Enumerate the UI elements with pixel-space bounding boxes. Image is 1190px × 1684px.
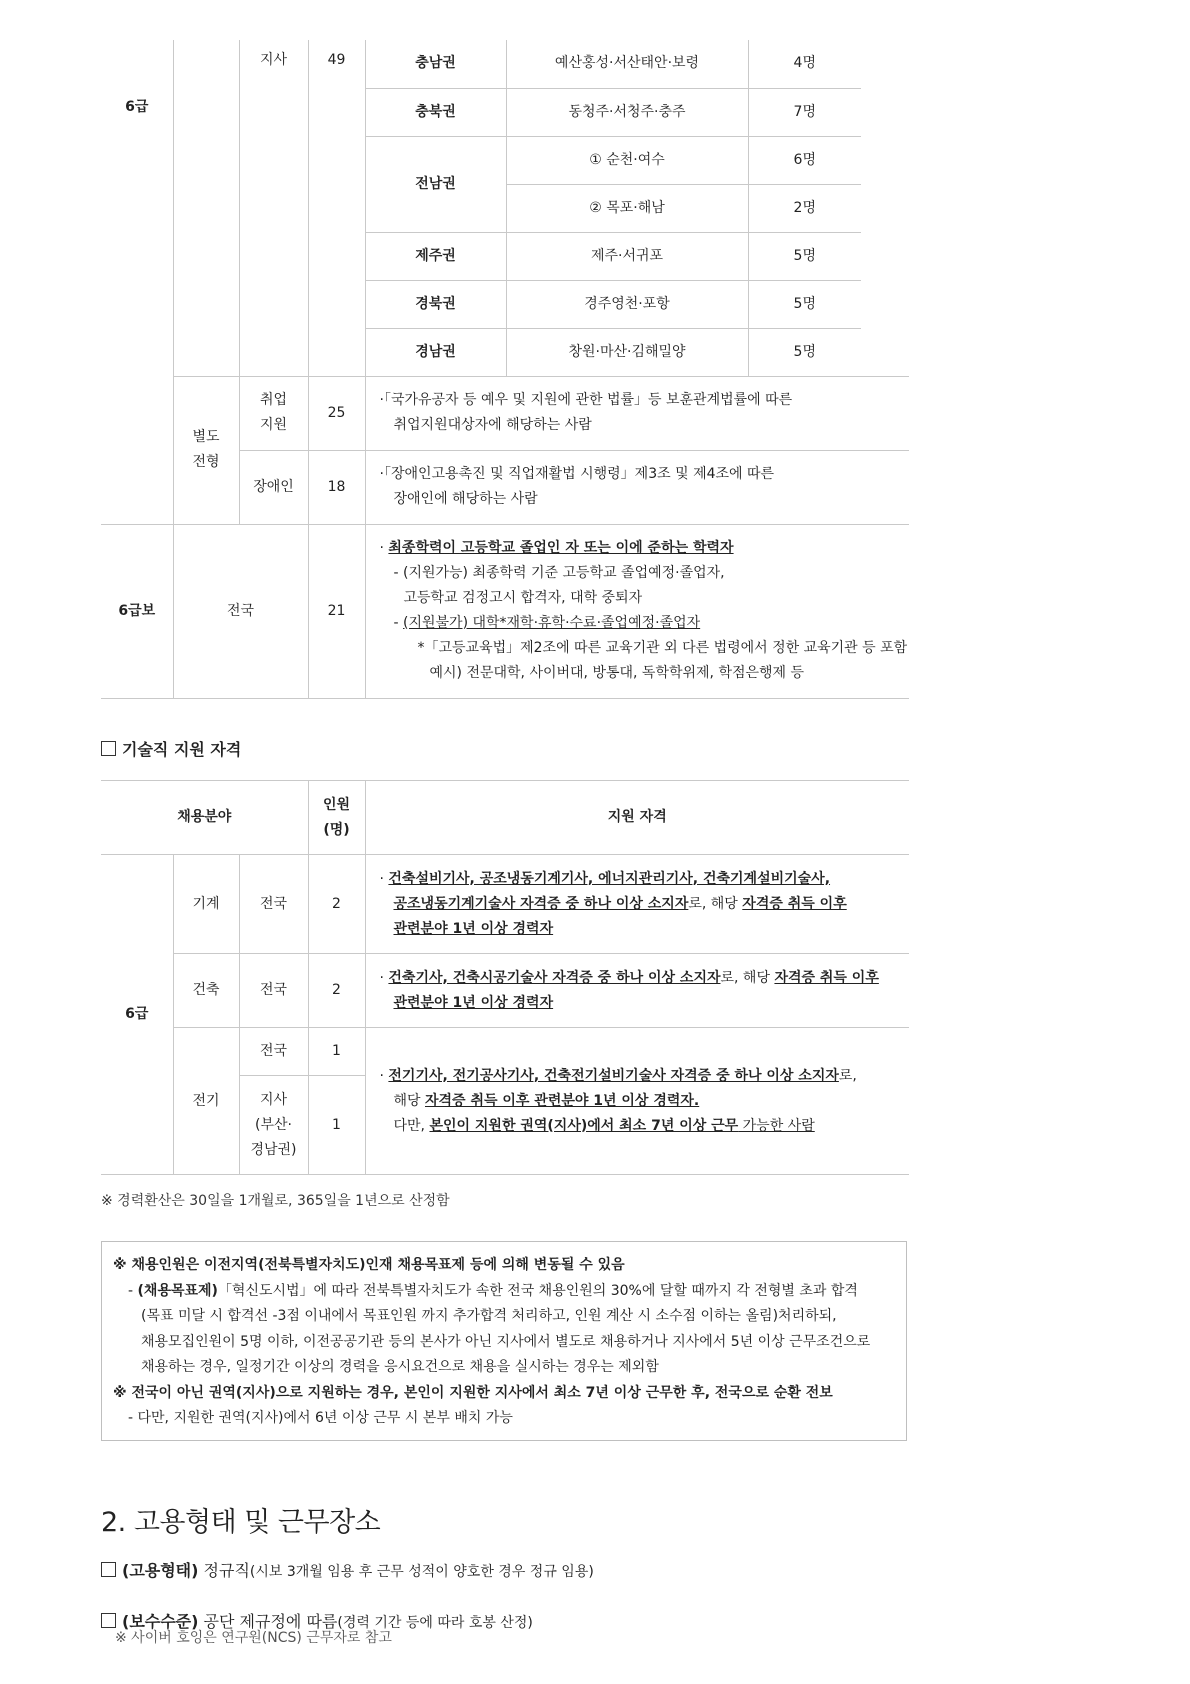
region-name: 경북권 bbox=[365, 280, 506, 328]
region-area: 창원·마산·김해밀양 bbox=[506, 328, 748, 376]
region-area: ② 목포·해남 bbox=[506, 184, 748, 232]
section-2-title: 2. 고용형태 및 근무장소 bbox=[101, 1507, 381, 1538]
checkbox-square-icon bbox=[101, 1613, 116, 1628]
tech-qualification-table bbox=[101, 780, 909, 1175]
region-area: ① 순천·여수 bbox=[506, 136, 748, 184]
disabled-desc: ·「장애인고용촉진 및 직업재활법 시행령」제3조 및 제4조에 따른 장애인에 해당하는 사람 bbox=[365, 450, 909, 524]
grade-6b-desc: · 최종학력이 고등학교 졸업인 자 또는 이에 준하는 학력자 - (지원가능) 최종학력 기준 고등학교 졸업예정·졸업자, 고등학교 검정고시 합격자, 대학 중퇴자 - (지원불가) 대학*재학·휴학·수료·졸업예정·졸업자 *「고등교육법」제2조에 따른 교육기관 외 다른 법령에서 정한 교육기관 등 포함 예시) 전문대학, 사이버대, 방통대, 독학학위제, 학점은행제 등 bbox=[365, 524, 909, 698]
recruitment-quota-table bbox=[101, 40, 909, 699]
region-name: 경남권 bbox=[365, 328, 506, 376]
field-elec: 전기 bbox=[173, 1028, 239, 1175]
notice-line: ※ 채용인원은 이전지역(전북특별자치도)인재 채용목표제 등에 의해 변동될 수 있음 bbox=[113, 1257, 625, 1273]
count-elec-1: 1 bbox=[308, 1028, 365, 1076]
region-name: 충북권 bbox=[365, 88, 506, 136]
field-arch: 건축 bbox=[173, 954, 239, 1028]
employment-support-desc: ·「국가유공자 등 예우 및 지원에 관한 법률」등 보훈관계법률에 따른 취업지원대상자에 해당하는 사람 bbox=[365, 376, 909, 450]
region-count: 7명 bbox=[748, 88, 861, 136]
region-area: 경주영천·포항 bbox=[506, 280, 748, 328]
count-arch: 2 bbox=[308, 954, 365, 1028]
employment-support-label: 취업 지원 bbox=[239, 376, 308, 450]
tech-qualification-heading: 기술직 지원 자격 bbox=[101, 737, 241, 760]
region-mech: 전국 bbox=[239, 855, 308, 954]
count-elec-2: 1 bbox=[308, 1076, 365, 1175]
region-area: 예산홍성·서산태안·보령 bbox=[506, 40, 748, 88]
region-count: 5명 bbox=[748, 328, 861, 376]
qual-elec: · 전기기사, 전기공사기사, 건축전기설비기술사 자격증 중 하나 이상 소지자로, 해당 자격증 취득 이후 관련분야 1년 이상 경력자. 다만, 본인이 지원한 권역(지사)에서 최소 7년 이상 근무 가능한 사람 bbox=[365, 1028, 909, 1175]
region-elec-1: 전국 bbox=[239, 1028, 308, 1076]
disabled-count: 18 bbox=[308, 450, 365, 524]
region-count: 5명 bbox=[748, 232, 861, 280]
qual-mech: · 건축설비기사, 공조냉동기계기사, 에너지관리기사, 건축기계설비기술사, 공조냉동기계기술사 자격증 중 하나 이상 소지자로, 해당 자격증 취득 이후 관련분야 1년 이상 경력자 bbox=[365, 855, 909, 954]
employment-type: (고용형태) 정규직(시보 3개월 임용 후 근무 성적이 양호한 경우 정규 임용) bbox=[101, 1558, 594, 1581]
special-track-cell: 별도 전형 bbox=[173, 376, 239, 524]
disabled-label: 장애인 bbox=[239, 450, 308, 524]
notice-line: 채용모집인원이 5명 이하, 이전공공기관 등의 본사가 아닌 지사에서 별도로 채용하거나 지사에서 5년 이상 근무조건으로 bbox=[141, 1333, 871, 1350]
region-arch: 전국 bbox=[239, 954, 308, 1028]
region-name: 제주권 bbox=[365, 232, 506, 280]
employment-support-count: 25 bbox=[308, 376, 365, 450]
branch-count-cell: 49 bbox=[308, 40, 365, 376]
salary-level: (보수수준) 공단 제규정에 따름(경력 기간 등에 따라 호봉 산정) bbox=[101, 1609, 533, 1632]
field-mech: 기계 bbox=[173, 855, 239, 954]
notice-line: 채용하는 경우, 일정기간 이상의 경력을 응시요건으로 채용을 실시하는 경우는 제외함 bbox=[141, 1359, 659, 1375]
general-track-cell bbox=[173, 40, 239, 376]
region-area: 제주·서귀포 bbox=[506, 232, 748, 280]
region-count: 2명 bbox=[748, 184, 861, 232]
grade-6b-cell: 6급보 bbox=[101, 524, 173, 698]
branch-label-cell: 지사 bbox=[239, 40, 308, 376]
count-mech: 2 bbox=[308, 855, 365, 954]
nationwide-cell: 전국 bbox=[173, 524, 308, 698]
grade-6-cell: 6급 bbox=[101, 855, 173, 1175]
region-name: 충남권 bbox=[365, 40, 506, 88]
region-count: 6명 bbox=[748, 136, 861, 184]
cut-off-line: ※ 사이버 호잉은 연구원(NCS) 근무자로 참고 bbox=[115, 1630, 392, 1646]
region-count: 5명 bbox=[748, 280, 861, 328]
grade-6b-count: 21 bbox=[308, 524, 365, 698]
region-area: 동청주·서청주·충주 bbox=[506, 88, 748, 136]
checkbox-square-icon bbox=[101, 741, 116, 756]
header-qualification: 지원 자격 bbox=[365, 781, 909, 855]
notice-line: - 다만, 지원한 권역(지사)에서 6년 이상 근무 시 본부 배치 가능 bbox=[128, 1410, 513, 1426]
notice-line: ※ 전국이 아닌 권역(지사)으로 지원하는 경우, 본인이 지원한 지사에서 최소 7년 이상 근무한 후, 전국으로 순환 전보 bbox=[113, 1384, 833, 1401]
notice-line: - (채용목표제)「혁신도시법」에 따라 전북특별자치도가 속한 전국 채용인원의 30%에 달할 때까지 각 전형별 초과 합격 bbox=[128, 1282, 858, 1299]
region-count: 4명 bbox=[748, 40, 861, 88]
notice-box bbox=[101, 1241, 907, 1441]
career-conversion-note: ※ 경력환산은 30일을 1개월로, 365일을 1년으로 산정함 bbox=[101, 1193, 450, 1209]
region-elec-2: 지사 (부산· 경남권) bbox=[239, 1076, 308, 1175]
grade-6-cell: 6급 bbox=[101, 40, 173, 524]
notice-line: (목표 미달 시 합격선 -3점 이내에서 목표인원 까지 추가합격 처리하고, 인원 계산 시 소수점 이하는 올림)처리하되, bbox=[141, 1308, 837, 1324]
header-field: 채용분야 bbox=[101, 781, 308, 855]
checkbox-square-icon bbox=[101, 1562, 116, 1577]
header-count: 인원 (명) bbox=[308, 781, 365, 855]
qual-arch: · 건축기사, 건축시공기술사 자격증 중 하나 이상 소지자로, 해당 자격증 취득 이후 관련분야 1년 이상 경력자 bbox=[365, 954, 909, 1028]
region-name: 전남권 bbox=[365, 136, 506, 232]
